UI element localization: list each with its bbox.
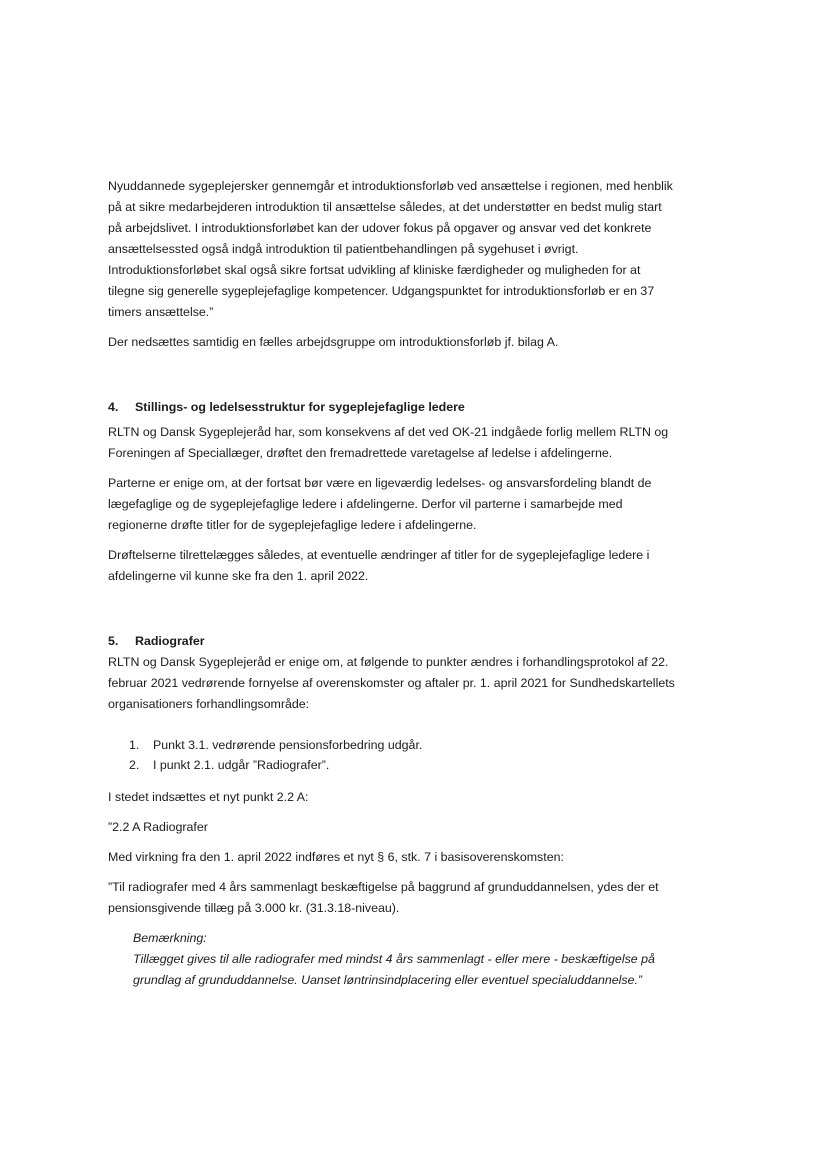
text-line: ”Til radiografer med 4 års sammenlagt beskæftigelse på baggrund af grunduddannelsen, ydes der et <box>108 880 659 894</box>
text-line: tilegne sig generelle sygeplejefaglige kompetencer. Udgangspunktet for introduktionsforløb er en 37 <box>108 284 655 298</box>
text-line: Foreningen af Speciallæger, drøftet den fremadrettede varetagelse af ledelse i afdelingerne. <box>108 446 613 460</box>
text-line: pensionsgivende tillæg på 3.000 kr. (31.3.18-niveau). <box>108 901 400 915</box>
section-4-paragraph-3 <box>108 545 718 587</box>
list-number: 1. <box>129 738 140 752</box>
list-item <box>108 735 718 755</box>
section-5-paragraph-5 <box>108 877 718 919</box>
text-line: ansættelsessted også indgå introduktion til patientbehandlingen på sygehuset i øvrigt. <box>108 242 579 256</box>
text-line: timers ansættelse.” <box>108 305 214 319</box>
section-4-paragraph-1 <box>108 422 718 464</box>
text-line: afdelingerne vil kunne ske fra den 1. april 2022. <box>108 569 369 583</box>
list-item <box>108 755 718 775</box>
text-line: Parterne er enige om, at der fortsat bør være en ligeværdig ledelses- og ansvarsfordeling blandt de <box>108 476 652 490</box>
text-line: organisationers forhandlingsområde: <box>108 697 310 711</box>
remark-block <box>108 928 718 991</box>
text-line: regionerne drøfte titler for de sygeplejefaglige ledere i afdelingerne. <box>108 518 477 532</box>
list-text: I punkt 2.1. udgår ”Radiografer”. <box>153 758 330 772</box>
section-5-paragraph-3: ”2.2 A Radiografer <box>108 820 208 834</box>
text-line: på arbejdslivet. I introduktionsforløbet kan der udover fokus på opgaver og ansvar ved det konkrete <box>108 221 652 235</box>
text-line: februar 2021 vedrørende fornyelse af overenskomster og aftaler pr. 1. april 2021 for Sundhedskartellets <box>108 676 675 690</box>
remark-label: Bemærkning: <box>133 931 207 945</box>
section-title: Stillings- og ledelsesstruktur for sygeplejefaglige ledere <box>135 400 465 414</box>
section-number: 4. <box>108 400 119 414</box>
section-5-paragraph-4: Med virkning fra den 1. april 2022 indføres et nyt § 6, stk. 7 i basisoverenskomsten: <box>108 850 564 864</box>
text-line: på at sikre medarbejderen introduktion til ansættelse således, at det understøtter en bedst mulig start <box>108 200 662 214</box>
section-4-heading <box>108 397 718 418</box>
text-line: Tillægget gives til alle radiografer med mindst 4 års sammenlagt - eller mere - beskæftigelse på <box>133 952 655 966</box>
section-title: Radiografer <box>135 634 205 648</box>
document-page <box>108 176 718 991</box>
list-number: 2. <box>129 758 140 772</box>
text-line: RLTN og Dansk Sygeplejeråd er enige om, at følgende to punkter ændres i forhandlingsprotokol af 22. <box>108 655 669 669</box>
section-5-paragraph-2: I stedet indsættes et nyt punkt 2.2 A: <box>108 790 309 804</box>
section-number: 5. <box>108 634 119 648</box>
section-4-paragraph-2 <box>108 473 718 536</box>
text-line: Introduktionsforløbet skal også sikre fortsat udvikling af kliniske færdigheder og muligheden for at <box>108 263 641 277</box>
text-line: lægefaglige og de sygeplejefaglige ledere i afdelingerne. Derfor vil parterne i samarbejde med <box>108 497 623 511</box>
text-line: Nyuddannede sygeplejersker gennemgår et introduktionsforløb ved ansættelse i regionen, med henblik <box>108 179 673 193</box>
intro-paragraph <box>108 176 718 323</box>
amendment-list <box>108 735 718 775</box>
list-text: Punkt 3.1. vedrørende pensionsforbedring udgår. <box>153 738 423 752</box>
intro-closing: Der nedsættes samtidig en fælles arbejdsgruppe om introduktionsforløb jf. bilag A. <box>108 335 559 349</box>
text-line: Drøftelserne tilrettelægges således, at eventuelle ændringer af titler for de sygeplejefaglige ledere i <box>108 548 650 562</box>
text-line: RLTN og Dansk Sygeplejeråd har, som konsekvens af det ved OK-21 indgåede forlig mellem RLTN og <box>108 425 669 439</box>
section-5-heading <box>108 631 718 652</box>
section-5-paragraph-1 <box>108 652 718 715</box>
text-line: grundlag af grunduddannelse. Uanset løntrinsindplacering eller eventuel specialuddannelse.” <box>133 973 643 987</box>
